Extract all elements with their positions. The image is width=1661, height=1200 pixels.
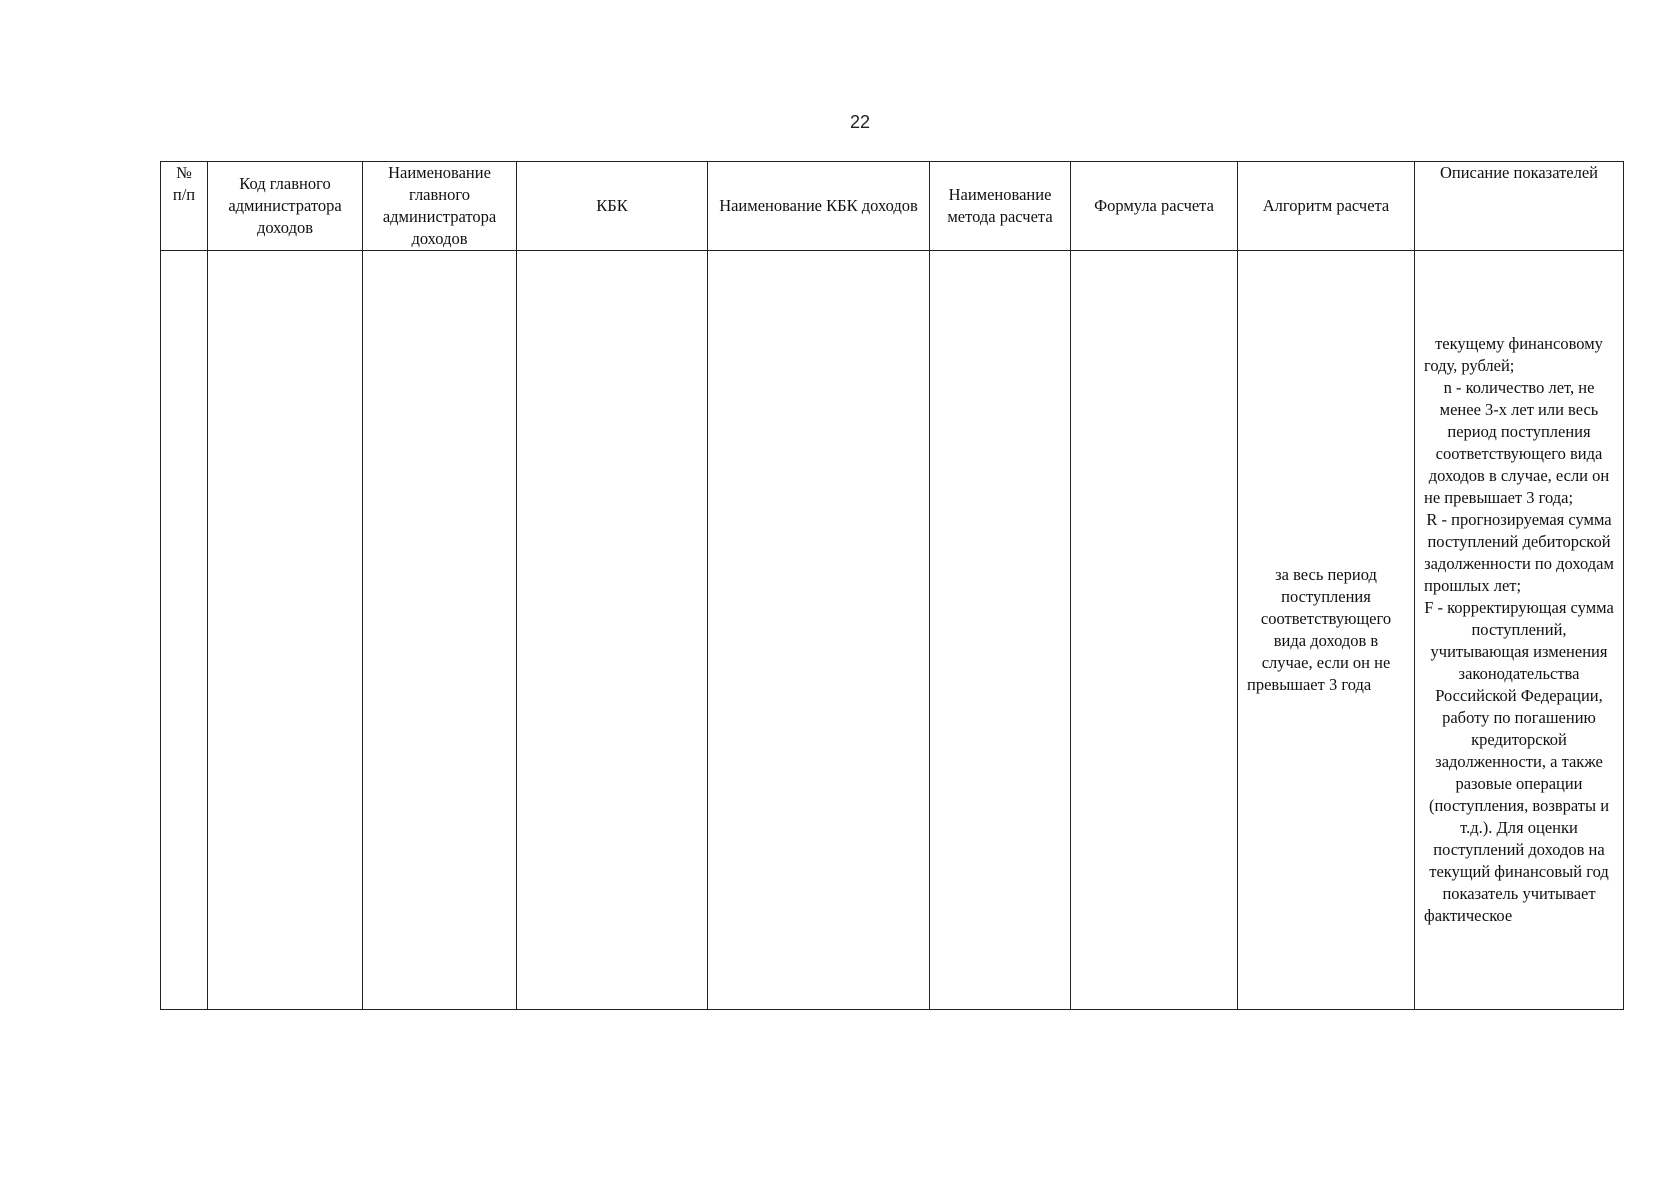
cell-method-name: [930, 251, 1071, 1010]
header-number: № п/п: [161, 162, 208, 251]
cell-formula: [1071, 251, 1238, 1010]
cell-algorithm: за весь период поступления соответствующего вида доходов в случае, если он не превышает 3 года: [1238, 251, 1415, 1010]
cell-number: [161, 251, 208, 1010]
page-number: 22: [850, 112, 871, 132]
cell-kbk: [517, 251, 708, 1010]
description-line: n - количество лет, не менее 3-х лет или весь период поступления соответствующего вида доходов в случае, если он не превышает 3 года;: [1424, 378, 1610, 507]
revenue-method-table: [160, 161, 1624, 1010]
header-formula: Формула расчета: [1071, 162, 1238, 251]
header-method-name: Наименование метода расчета: [930, 162, 1071, 251]
header-description: Описание показателей: [1415, 162, 1624, 251]
cell-description: [1415, 251, 1624, 1010]
header-kbk: КБК: [517, 162, 708, 251]
description-line: F - корректирующая сумма поступлений, учитывающая изменения законодательства Российской Федерации, работу по погашению кредиторской задолженности, а также разовые операции (поступления, возвраты и т.д.). Для оценки поступлений доходов на текущий финансовый год показатель учитывает фактическое: [1424, 598, 1614, 925]
cell-admin-code: [208, 251, 363, 1010]
cell-admin-name: [363, 251, 517, 1010]
table-header-row: [161, 162, 1624, 251]
cell-kbk-name: [708, 251, 930, 1010]
description-line: R - прогнозируемая сумма поступлений дебиторской задолженности по доходам прошлых лет;: [1424, 510, 1614, 595]
header-admin-name: Наименование главного администратора доходов: [363, 162, 517, 251]
table-row: [161, 251, 1624, 1010]
header-admin-code: Код главного администратора доходов: [208, 162, 363, 251]
header-kbk-name: Наименование КБК доходов: [708, 162, 930, 251]
header-algorithm: Алгоритм расчета: [1238, 162, 1415, 251]
description-line: текущему финансовому году, рублей;: [1424, 334, 1603, 375]
